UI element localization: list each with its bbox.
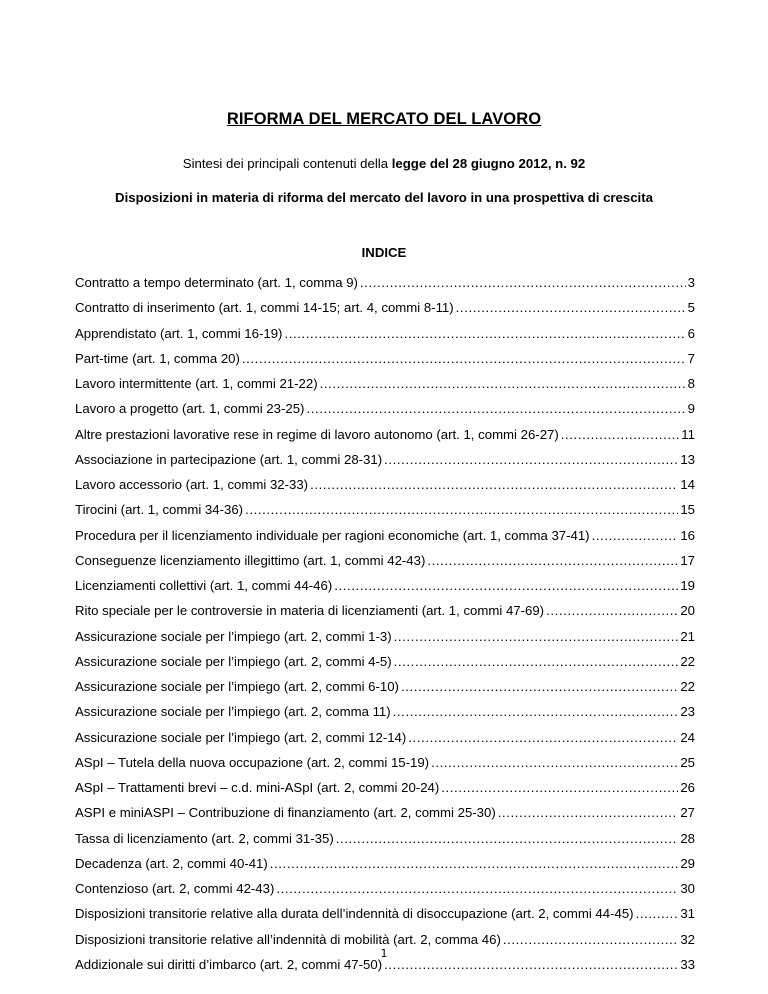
- toc-entry-label: Assicurazione sociale per l’impiego (art. 2, commi 1-3): [75, 628, 392, 644]
- document-heading-disposizioni: Disposizioni in materia di riforma del mercato del lavoro in una prospettiva di crescita: [115, 190, 653, 205]
- toc-dot-leader: [384, 447, 678, 472]
- toc-entry[interactable]: [75, 447, 695, 472]
- toc-entry-label: ASPI e miniASPI – Contribuzione di finanziamento (art. 2, commi 25-30): [75, 805, 496, 821]
- toc-dot-leader: [393, 699, 679, 724]
- toc-entry-label: Apprendistato (art. 1, commi 16-19): [75, 325, 283, 341]
- toc-entry-page-number: 33: [680, 956, 695, 972]
- toc-dot-leader: [310, 472, 678, 497]
- toc-entry-page-number: 11: [681, 426, 695, 442]
- toc-dot-leader: [546, 598, 678, 623]
- toc-entry-page-number: 28: [680, 830, 695, 846]
- toc-dot-leader: [242, 346, 686, 371]
- toc-dot-leader: [276, 876, 678, 901]
- toc-entry-label: Disposizioni transitorie relative alla durata dell’indennità di disoccupazione (art. 2, commi 44-45): [75, 906, 634, 922]
- toc-entry-page-number: 7: [687, 350, 695, 366]
- toc-entry[interactable]: [75, 876, 695, 901]
- toc-dot-leader: [441, 775, 678, 800]
- toc-entry[interactable]: [75, 295, 695, 320]
- toc-entry-label: Tirocini (art. 1, commi 34-36): [75, 502, 244, 518]
- toc-entry[interactable]: [75, 750, 695, 775]
- toc-entry-label: ASpI – Trattamenti brevi – c.d. mini-ASpI (art. 2, commi 20-24): [75, 780, 440, 795]
- toc-entry[interactable]: [75, 699, 695, 724]
- toc-entry[interactable]: [75, 422, 695, 447]
- toc-entry-page-number: 5: [687, 300, 695, 316]
- toc-entry[interactable]: [75, 800, 695, 825]
- toc-entry-page-number: 25: [680, 754, 695, 770]
- index-heading: INDICE: [361, 245, 407, 260]
- toc-dot-leader: [360, 270, 686, 295]
- toc-entry-label: Assicurazione sociale per l’impiego (art. 2, comma 11): [75, 704, 391, 720]
- toc-entry-label: Procedura per il licenziamento individuale per ragioni economiche (art. 1, comma 37-41): [75, 527, 590, 543]
- subtitle-text: Sintesi dei principali contenuti della: [182, 156, 392, 171]
- toc-entry[interactable]: [75, 598, 695, 623]
- toc-entry[interactable]: [75, 321, 695, 346]
- toc-entry-label: Altre prestazioni lavorative rese in regime di lavoro autonomo (art. 1, commi 26-27): [75, 426, 559, 442]
- toc-dot-leader: [561, 422, 680, 447]
- toc-entry[interactable]: [75, 270, 695, 295]
- toc-entry[interactable]: [75, 649, 695, 674]
- toc-entry[interactable]: [75, 725, 695, 750]
- toc-entry[interactable]: [75, 826, 695, 851]
- toc-entry[interactable]: [75, 901, 695, 926]
- toc-entry-page-number: 13: [680, 451, 695, 467]
- toc-entry[interactable]: [75, 523, 695, 548]
- toc-entry-page-number: 29: [680, 855, 695, 871]
- toc-dot-leader: [270, 851, 679, 876]
- toc-entry-page-number: 30: [680, 881, 695, 896]
- toc-dot-leader: [320, 371, 686, 396]
- toc-dot-leader: [284, 321, 685, 346]
- toc-entry-page-number: 17: [680, 552, 695, 568]
- toc-entry-page-number: 20: [680, 603, 695, 619]
- toc-entry-page-number: 23: [680, 704, 695, 720]
- toc-entry-page-number: 8: [687, 376, 695, 391]
- toc-entry-label: Lavoro accessorio (art. 1, commi 32-33): [75, 477, 309, 492]
- toc-entry-label: Licenziamenti collettivi (art. 1, commi 44-46): [75, 578, 333, 593]
- toc-entry-page-number: 15: [680, 502, 695, 518]
- toc-entry-label: Contratto a tempo determinato (art. 1, comma 9): [75, 275, 358, 290]
- toc-entry[interactable]: [75, 346, 695, 371]
- toc-dot-leader: [334, 573, 678, 598]
- toc-dot-leader: [592, 523, 679, 548]
- toc-entry-page-number: 27: [680, 805, 695, 821]
- toc-entry-page-number: 24: [680, 729, 695, 745]
- toc-dot-leader: [408, 725, 678, 750]
- toc-dot-leader: [394, 649, 679, 674]
- toc-entry-label: Part-time (art. 1, comma 20): [75, 350, 240, 366]
- document-subtitle: [0, 156, 768, 171]
- toc-entry-label: Assicurazione sociale per l’impiego (art. 2, commi 4-5): [75, 653, 392, 669]
- toc-dot-leader: [394, 624, 679, 649]
- toc-dot-leader: [431, 750, 678, 775]
- toc-dot-leader: [636, 901, 679, 926]
- toc-entry-label: Disposizioni transitorie relative all’indennità di mobilità (art. 2, comma 46): [75, 931, 501, 947]
- table-of-contents: [75, 270, 695, 977]
- toc-entry[interactable]: [75, 674, 695, 699]
- toc-entry-page-number: 31: [680, 906, 695, 922]
- toc-entry-page-number: 3: [687, 275, 695, 290]
- toc-entry[interactable]: [75, 573, 695, 598]
- toc-entry-page-number: 9: [687, 401, 695, 417]
- toc-dot-leader: [456, 295, 686, 320]
- toc-dot-leader: [427, 548, 678, 573]
- toc-entry-label: Tassa di licenziamento (art. 2, commi 31-35): [75, 830, 334, 846]
- toc-entry-page-number: 21: [680, 628, 695, 644]
- toc-entry-label: Rito speciale per le controversie in materia di licenziamenti (art. 1, commi 47-69): [75, 603, 545, 619]
- toc-entry-page-number: 22: [680, 679, 695, 694]
- toc-entry-page-number: 14: [680, 477, 695, 492]
- toc-entry[interactable]: [75, 624, 695, 649]
- toc-dot-leader: [245, 497, 678, 522]
- toc-entry-label: Conseguenze licenziamento illegittimo (art. 1, commi 42-43): [75, 552, 426, 568]
- toc-dot-leader: [306, 396, 685, 421]
- toc-entry-label: Associazione in partecipazione (art. 1, commi 28-31): [75, 451, 383, 467]
- toc-entry-label: Assicurazione sociale per l’impiego (art. 2, commi 12-14): [75, 729, 407, 745]
- toc-entry-label: Contratto di inserimento (art. 1, commi 14-15; art. 4, commi 8-11): [75, 300, 454, 316]
- toc-entry-label: Contenzioso (art. 2, commi 42-43): [75, 881, 275, 896]
- subtitle-law-reference: legge del 28 giugno 2012, n. 92: [391, 156, 586, 171]
- toc-entry-label: Lavoro a progetto (art. 1, commi 23-25): [75, 401, 305, 417]
- toc-entry[interactable]: [75, 396, 695, 421]
- toc-entry[interactable]: [75, 548, 695, 573]
- toc-entry-page-number: 26: [680, 780, 695, 795]
- toc-dot-leader: [401, 674, 678, 699]
- toc-entry-label: Addizionale sui diritti d’imbarco (art. 2, commi 47-50): [75, 956, 383, 972]
- toc-entry-label: Lavoro intermittente (art. 1, commi 21-22): [75, 376, 318, 391]
- toc-entry[interactable]: [75, 775, 695, 800]
- toc-entry-page-number: 6: [687, 325, 695, 341]
- toc-entry-page-number: 16: [680, 527, 695, 543]
- toc-entry-label: ASpI – Tutela della nuova occupazione (art. 2, commi 15-19): [75, 754, 430, 770]
- toc-entry-label: Assicurazione sociale per l’impiego (art. 2, commi 6-10): [75, 679, 399, 694]
- toc-entry-page-number: 19: [680, 578, 695, 593]
- toc-dot-leader: [498, 800, 679, 825]
- toc-entry[interactable]: [75, 851, 695, 876]
- document-title: RIFORMA DEL MERCATO DEL LAVORO: [226, 110, 542, 128]
- toc-dot-leader: [336, 826, 679, 851]
- toc-entry-page-number: 32: [680, 931, 695, 947]
- toc-entry-label: Decadenza (art. 2, commi 40-41): [75, 855, 268, 871]
- toc-entry[interactable]: [75, 371, 695, 396]
- page-number: 1: [380, 947, 388, 960]
- toc-entry[interactable]: [75, 497, 695, 522]
- toc-entry[interactable]: [75, 472, 695, 497]
- toc-entry-page-number: 22: [680, 653, 695, 669]
